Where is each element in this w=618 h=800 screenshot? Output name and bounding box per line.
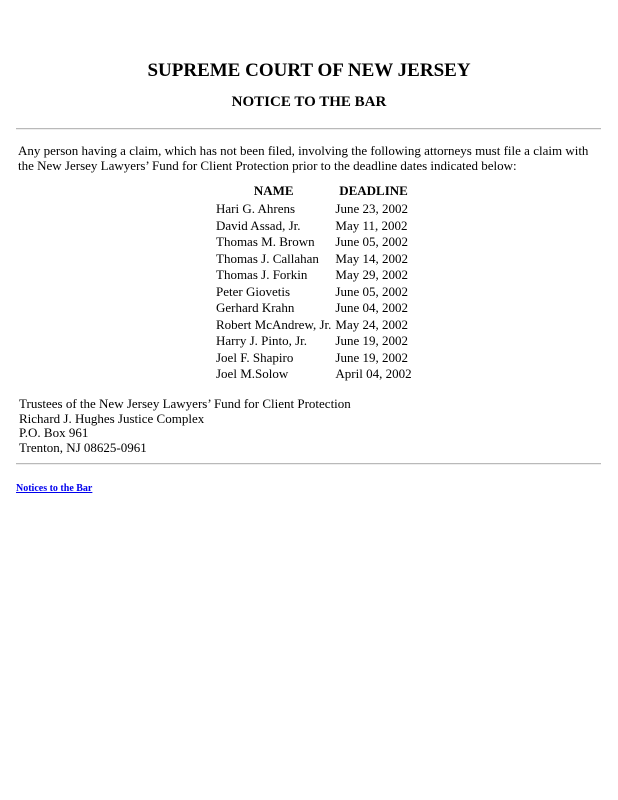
claim-deadline: June 23, 2002 <box>335 201 409 216</box>
table-row <box>214 284 414 301</box>
attorney-name: Peter Giovetis <box>216 283 291 299</box>
table-row <box>214 251 414 268</box>
attorney-table <box>214 183 414 383</box>
table-row <box>214 234 414 251</box>
claim-deadline: April 04, 2002 <box>335 366 412 381</box>
attorney-name: Thomas M. Brown <box>216 234 315 249</box>
table-row <box>214 333 414 350</box>
trustees-address <box>19 397 351 455</box>
claim-deadline: June 05, 2002 <box>335 283 409 299</box>
attorney-name: Robert McAndrew, Jr. <box>216 316 332 332</box>
claim-deadline: June 19, 2002 <box>335 333 409 348</box>
table-row <box>214 218 414 235</box>
intro-paragraph: Any person having a claim, which has not been filed, involving the following attorneys must file a claim with the New Jersey Lawyers’ Fund for Client Protection prior to the deadline dates indicated below: <box>18 143 589 173</box>
attorney-name: Joel M.Solow <box>216 366 289 381</box>
page-title: SUPREME COURT OF NEW JERSEY <box>147 60 471 81</box>
name-column-header: NAME <box>253 183 294 198</box>
attorney-name: Thomas J. Callahan <box>216 250 319 266</box>
claim-deadline: June 05, 2002 <box>335 234 409 249</box>
attorney-name: David Assad, Jr. <box>216 217 301 233</box>
table-row <box>214 366 414 383</box>
attorney-name: Thomas J. Forkin <box>216 267 308 282</box>
claim-deadline: June 19, 2002 <box>335 349 409 365</box>
claim-deadline: May 29, 2002 <box>335 267 409 282</box>
bottom-divider <box>16 463 601 465</box>
attorney-name: Joel F. Shapiro <box>216 349 294 365</box>
deadline-column-header: DEADLINE <box>339 183 408 198</box>
notices-to-the-bar-link[interactable]: Notices to the Bar <box>16 483 93 494</box>
attorney-name: Hari G. Ahrens <box>216 201 296 216</box>
table-row <box>214 267 414 284</box>
table-row <box>214 201 414 218</box>
table-row <box>214 350 414 367</box>
attorney-name: Harry J. Pinto, Jr. <box>216 333 307 348</box>
top-divider <box>16 128 601 130</box>
address-line-city: Trenton, NJ 08625-0961 <box>19 439 147 455</box>
claim-deadline: May 11, 2002 <box>335 217 408 233</box>
claim-deadline: May 14, 2002 <box>335 250 409 266</box>
claim-deadline: May 24, 2002 <box>335 316 409 332</box>
table-row <box>214 300 414 317</box>
attorney-name: Gerhard Krahn <box>216 300 295 315</box>
notice-subtitle: NOTICE TO THE BAR <box>231 94 387 110</box>
table-row <box>214 317 414 334</box>
claim-deadline: June 04, 2002 <box>335 300 409 315</box>
table-header-row <box>214 183 414 201</box>
address-line-po-box: P.O. Box 961 <box>19 425 89 440</box>
address-line-trustees: Trustees of the New Jersey Lawyers’ Fund for Client Protection <box>19 396 351 411</box>
address-line-complex: Richard J. Hughes Justice Complex <box>19 410 205 426</box>
